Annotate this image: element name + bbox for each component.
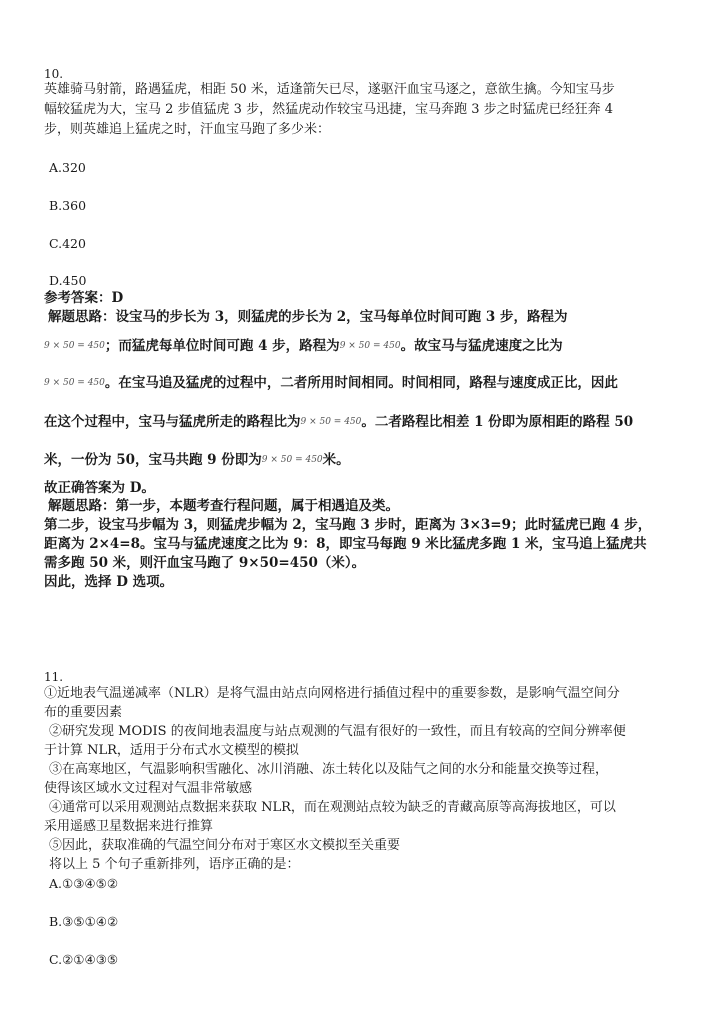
analysis-2-line-1: 解题思路：第一步，本题考查行程问题，属于相遇追及类。 [48, 498, 399, 514]
sentence-1-line-2: 布的重要因素 [44, 705, 123, 720]
question-10-option-d: D.450 [49, 273, 87, 288]
formula-4: 9 × 50 = 450 [300, 417, 362, 427]
question-10-number: 10. [44, 67, 64, 81]
sentence-1-line-1: ①近地表气温递减率（NLR）是将气温由站点向网格进行插值过程中的重要参数，是影响气温空间分 [44, 686, 620, 701]
sentence-5: ⑤因此，获取准确的气温空间分布对于寒区水文模拟至关重要 [49, 838, 401, 853]
sentence-3-line-1: ③在高寒地区，气温影响积雪融化、冰川消融、冻土转化以及陆气之间的水分和能量交换等过程， [49, 762, 609, 777]
formula-1: 9 × 50 = 450 [44, 341, 105, 351]
analysis-2-line-3: 距离为 2×4=8。宝马与猛虎速度之比为 9：8，即宝马每跑 9 米比猛虎多跑 1 米，宝马追上猛虎共 [44, 536, 647, 552]
analysis-1-line-1: 解题思路：设宝马的步长为 3，则猛虎的步长为 2，宝马每单位时间可跑 3 步，路程为 [48, 309, 568, 325]
analysis-1-line-3: 9 × 50 = 450。在宝马追及猛虎的过程中，二者所用时间相同。时间相同，路程与速度成正比，因此 [44, 375, 618, 391]
analysis-2-line-4: 需多跑 50 米，则汗血宝马跑了 9×50=450（米）。 [44, 555, 366, 571]
question-10-stem-line-2: 幅较猛虎为大，宝马 2 步值猛虎 3 步，然猛虎动作较宝马迅捷，宝马奔跑 3 步之时猛虎已经狂奔 4 [44, 102, 614, 117]
analysis-1-line-5: 米，一份为 50，宝马共跑 9 份即为9 × 50 = 450米。 [44, 452, 350, 468]
question-10-stem-line-3: 步，则英雄追上猛虎之时，汗血宝马跑了多少米： [44, 122, 331, 137]
formula-5: 9 × 50 = 450 [261, 455, 323, 465]
analysis-1-line-2: 9 × 50 = 450；而猛虎每单位时间可跑 4 步，路程为9 × 50 = 450。故宝马与猛虎速度之比为 [44, 338, 563, 354]
formula-2: 9 × 50 = 450 [339, 341, 401, 351]
analysis-2-line-2: 第二步，设宝马步幅为 3，则猛虎步幅为 2，宝马跑 3 步时，距离为 3×3=9；此时猛虎已跑 4 步， [44, 517, 652, 533]
question-10-stem-line-1: 英雄骑马射箭，路遇猛虎，相距 50 米，适逢箭矢已尽，遂驱汗血宝马逐之，意欲生擒。今知宝马步 [44, 82, 615, 97]
analysis-2-line-5: 因此，选择 D 选项。 [44, 574, 174, 590]
sentence-2-line-1: ②研究发现 MODIS 的夜间地表温度与站点观测的气温有很好的一致性，而且有较高的空间分辨率便 [49, 724, 626, 739]
conclusion: 故正确答案为 D。 [44, 480, 155, 496]
sentence-3-line-2: 使得该区域水文过程对气温非常敏感 [44, 781, 253, 796]
question-10-answer: 参考答案：D [44, 290, 124, 306]
sentence-4-line-2: 采用遥感卫星数据来进行推算 [44, 819, 214, 834]
sentence-2-line-2: 于计算 NLR，适用于分布式水文模型的模拟 [44, 743, 299, 758]
question-10-option-b: B.360 [49, 198, 87, 213]
analysis-1-line-4: 在这个过程中，宝马与猛虎所走的路程比为9 × 50 = 450。二者路程比相差 1 份即为原相距的路程 50 [44, 414, 634, 430]
question-11-option-b: B.③⑤①④② [49, 914, 119, 929]
question-11-option-c: C.②①④③⑤ [49, 952, 119, 967]
sentence-4-line-1: ④通常可以采用观测站点数据来获取 NLR，而在观测站点较为缺乏的青藏高原等高海拔地区，可以 [49, 800, 616, 815]
question-11-prompt: 将以上 5 个句子重新排列，语序正确的是： [49, 857, 300, 872]
question-10-option-c: C.420 [49, 236, 86, 251]
question-10-option-a: A.320 [49, 160, 86, 175]
question-11-option-a: A.①③④⑤② [49, 876, 119, 891]
formula-3: 9 × 50 = 450 [44, 378, 105, 388]
question-11-number: 11. [44, 670, 64, 684]
